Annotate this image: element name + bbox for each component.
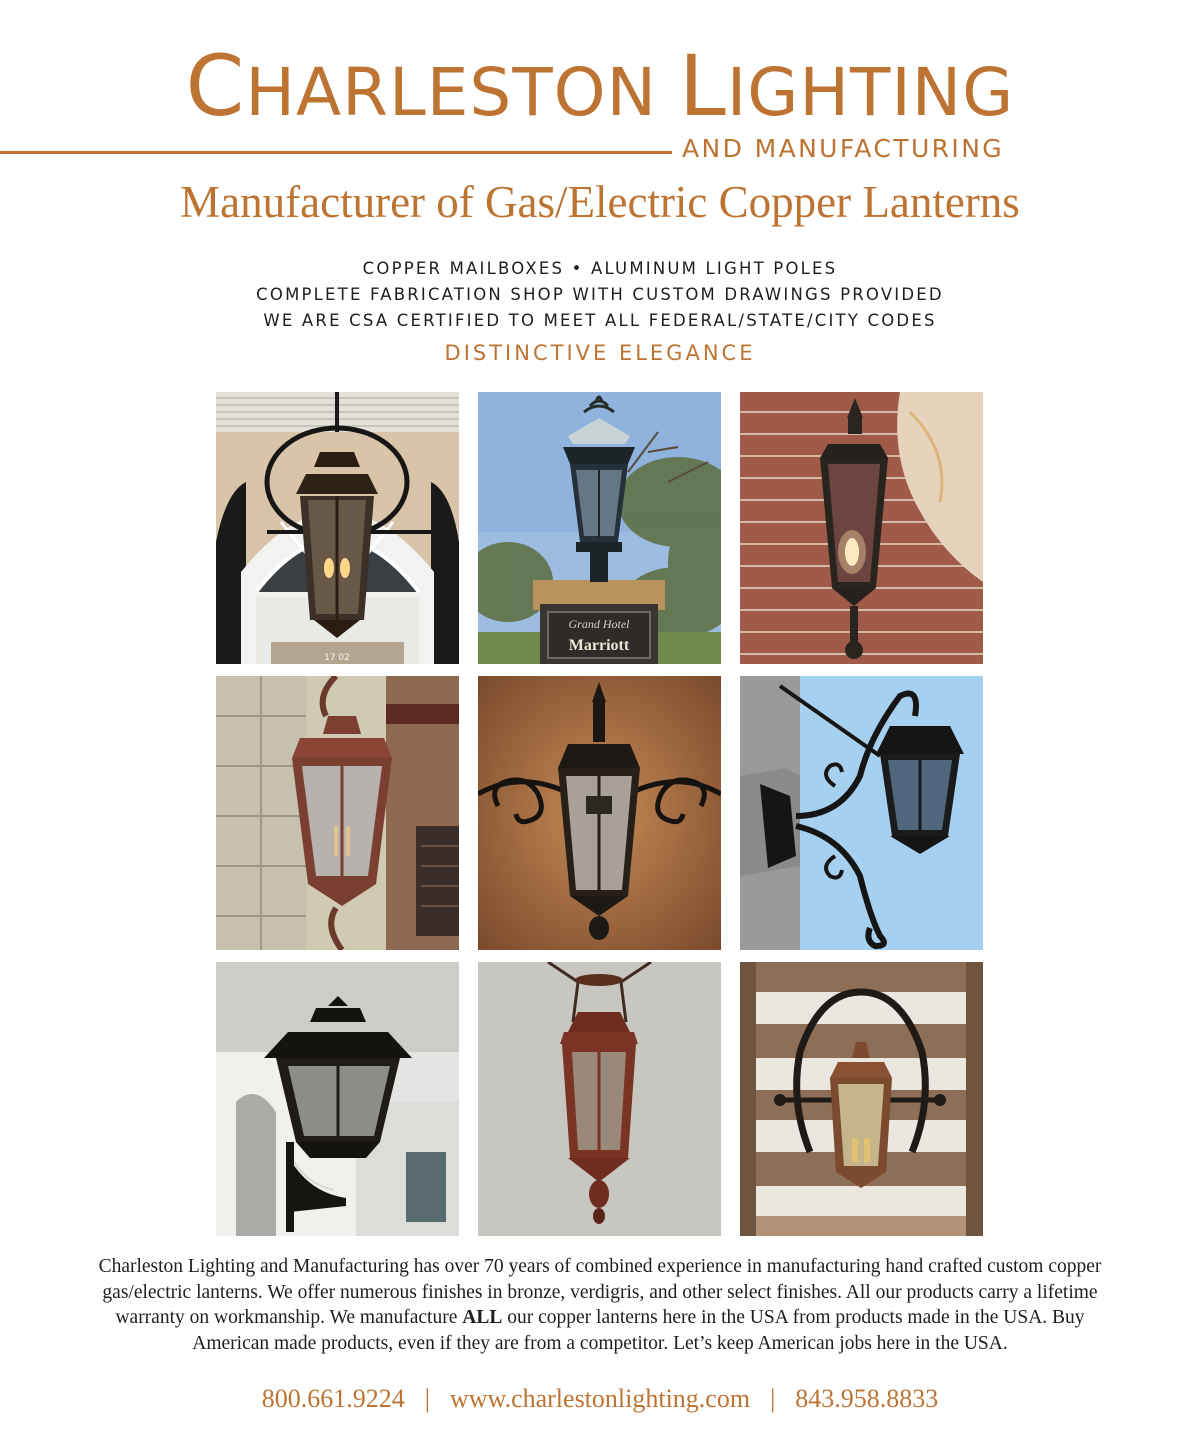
description-text: Charleston Lighting and Manufacturing has over 70 years of combined experience in manufacturing hand crafted custom copper gas/electric lanterns. We offer numerous finishes in bronze, verdigris, and other select finishes. All our products carry a lifetime warranty on workmanship. We manufacture: [98, 1256, 1102, 1328]
hotel-sign-line2: Marriott: [568, 637, 630, 654]
lantern-photo-bracket: [216, 962, 459, 1236]
contact-separator: |: [770, 1384, 776, 1413]
service-line: WE ARE CSA CERTIFIED TO MEET ALL FEDERAL/STATE/CITY CODES: [263, 311, 937, 330]
brand-word-charleston: HARLESTON: [245, 54, 679, 131]
lantern-gallery: [216, 392, 984, 1232]
website-link[interactable]: www.charlestonlighting.com: [449, 1384, 751, 1413]
phone-number-local[interactable]: 843.958.8833: [795, 1384, 939, 1413]
services-list: [0, 256, 1200, 334]
company-description: [90, 1254, 1110, 1356]
slogan: DISTINCTIVE ELEGANCE: [444, 341, 756, 365]
lantern-photo-doorway: [216, 392, 459, 664]
hotel-sign-line1: Grand Hotel: [568, 617, 630, 631]
door-number: 17 02: [324, 653, 350, 663]
service-line: COPPER MAILBOXES • ALUMINUM LIGHT POLES: [362, 259, 838, 278]
phone-number-tollfree[interactable]: 800.661.9224: [261, 1384, 405, 1413]
brand-initial-l: L: [678, 37, 727, 135]
lantern-photo-stone: [216, 676, 459, 950]
lantern-photo-scroll: [478, 676, 721, 950]
lantern-photo-logs: [740, 962, 983, 1236]
description-emphasis: ALL: [462, 1307, 503, 1328]
contact-separator: |: [424, 1384, 430, 1413]
service-line: COMPLETE FABRICATION SHOP WITH CUSTOM DRAWINGS PROVIDED: [256, 285, 944, 304]
lantern-photo-sky: [740, 676, 983, 950]
brand-name: [0, 37, 1200, 135]
header-rule: [0, 151, 672, 154]
lantern-photo-brick: [740, 392, 983, 664]
brand-initial-c: C: [185, 37, 246, 135]
contact-bar: [0, 1386, 1200, 1412]
brand-word-lighting: IGHTING: [726, 54, 1015, 131]
lantern-photo-chain: [478, 962, 721, 1236]
description-text-continued: our copper lanterns here in the USA from products made in the USA. Buy American made products, even if they are from a competitor. Let’s keep American jobs here in the USA.: [192, 1307, 1085, 1354]
lantern-photo-marriott: [478, 392, 721, 664]
ad-header: [0, 0, 1200, 240]
tagline: Manufacturer of Gas/Electric Copper Lanterns: [180, 177, 1020, 227]
brand-subtitle: AND MANUFACTURING: [682, 134, 1005, 163]
